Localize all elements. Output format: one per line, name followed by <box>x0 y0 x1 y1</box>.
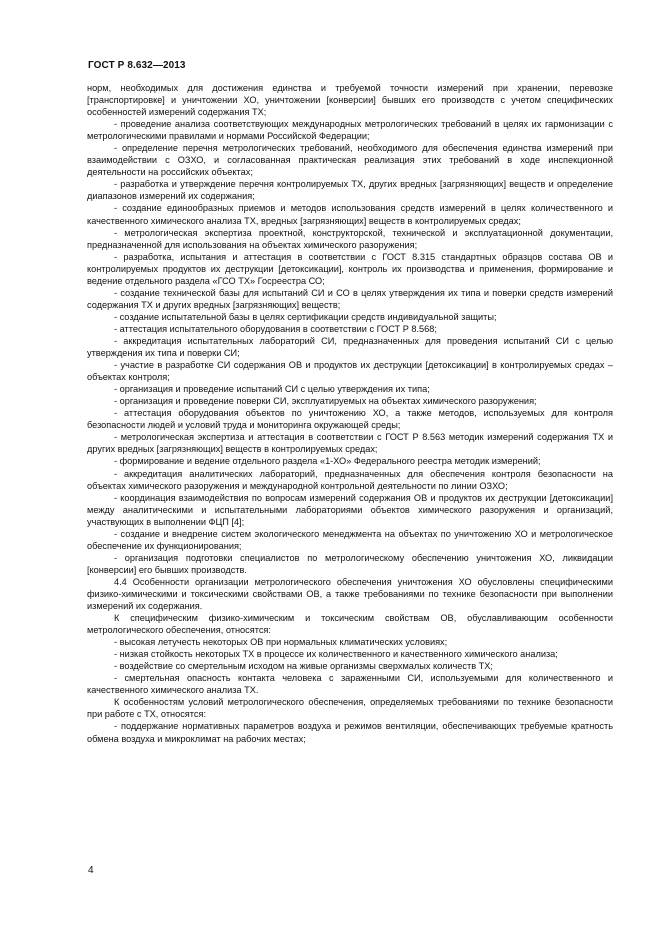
list-item: - создание технической базы для испытаний СИ и СО в целях утверждения их типа и поверки средств измерений содержания ТХ и других вредных [загрязняющих] веществ; <box>87 287 613 310</box>
section-paragraph: 4.4 Особенности организации метрологического обеспечения уничтожения ХО обусловлены специфическими физико-химическими и токсическими свойствами ОВ, а также требованиями по технике безопасности при выполнении измерений их содержания. <box>87 576 613 612</box>
list-item: - смертельная опасность контакта человека с зараженными СИ, используемыми для количественного и качественного химического анализа ТХ. <box>87 673 613 696</box>
list-item: - проведение анализа соответствующих международных метрологических требований в целях их гармонизации с метрологическими правилами и нормами Российской Федерации; <box>87 119 613 142</box>
list-item: - воздействие со смертельным исходом на живые организмы сверхмалых количеств ТХ; <box>114 661 493 672</box>
list-item: - создание единообразных приемов и методов использования средств измерений в целях количественного и качественного химического анализа ТХ, вредных [загрязняющих] веществ в контролируемых средах; <box>87 203 613 226</box>
paragraph: К особенностям условий метрологического обеспечения, определяемых требованиями по технике безопасности при работе с ТХ, относятся: <box>87 697 613 720</box>
list-item: - метрологическая экспертиза проектной, конструкторской, технической и эксплуатационной документации, предназначенной для использования на объектах химического разоружения; <box>87 227 613 250</box>
list-item: - аккредитация испытательных лабораторий СИ, предназначенных для проведения испытаний СИ с целью утверждения их типа и поверки СИ; <box>87 335 613 359</box>
list-item: - определение перечня метрологических требований, необходимого для обеспечения единства измерений при взаимодействии с ОЗХО, и согласованная практическая реализация этих требований в ходе инспекционной деятельности на российских объектах; <box>87 143 613 178</box>
list-item: - формирование и ведение отдельного раздела «1-ХО» Федерального реестра методик измерений; <box>114 456 541 467</box>
list-item: - создание и внедрение систем экологического менеджмента на объектах по уничтожению ХО и метрологическое обеспечение их функционирования; <box>87 528 613 551</box>
list-item: - поддержание нормативных параметров воздуха и режимов вентиляции, обеспечивающих требуемые кратность обмена воздуха и микроклимат на рабочих местах; <box>87 721 613 744</box>
list-item: - разработка и утверждение перечня контролируемых ТХ, других вредных [загрязняющих] веществ и определение диапазонов измерений их содержания; <box>87 179 613 202</box>
list-item: - аккредитация аналитических лабораторий, предназначенных для обеспечения контроля безопасности на объектах химического разоружения и международной контрольной деятельности по линии ОЗХО; <box>87 468 613 491</box>
paragraph: норм, необходимых для достижения единства и требуемой точности измерений при хранении, перевозке [транспортировке] и уничтожении ХО, уничтожении [конверсии] бывших его производств с учетом специфических особенностей измерений содержания ТХ; <box>87 83 613 118</box>
list-item: - создание испытательной базы в целях сертификации средств индивидуальной защиты; <box>114 311 497 322</box>
list-item: - участие в разработке СИ содержания ОВ и продуктов их деструкции [детоксикации] в контролируемых средах – объектах контроля; <box>87 360 613 383</box>
standard-designation: ГОСТ Р 8.632—2013 <box>88 60 186 71</box>
list-item: - координация взаимодействия по вопросам измерений содержания ОВ и продуктов их деструкции [детоксикации] между аналитическими и испытательными лабораториями объектов химического разоружения и организаций, участвующих в выполнении ФЦП [4]; <box>87 492 613 527</box>
list-item: - организация и проведение поверки СИ, эксплуатируемых на объектах химического разоружения; <box>114 396 537 407</box>
list-item: - низкая стойкость некоторых ТХ в процессе их количественного и качественного химического анализа; <box>114 649 558 660</box>
body-text <box>87 82 613 745</box>
list-item: - организация подготовки специалистов по метрологическому обеспечению уничтожения ХО, ликвидации [конверсии] его бывших производств. <box>87 552 613 575</box>
list-item: - разработка, испытания и аттестация в соответствии с ГОСТ 8.315 стандартных образцов состава ОВ и контролируемых продуктов их деструкции [детоксикации], контроль их производства и применения, формирование и ведение отдельного раздела «ГСО ТХ» Госреестра СО; <box>87 251 613 286</box>
paragraph: К специфическим физико-химическим и токсическим свойствам ОВ, обуславливающим особенности метрологического обеспечения, относятся: <box>87 613 613 636</box>
list-item: - аттестация испытательного оборудования в соответствии с ГОСТ Р 8.568; <box>114 323 437 334</box>
list-item: - метрологическая экспертиза и аттестация в соответствии с ГОСТ Р 8.563 методик измерений содержания ТХ и других вредных [загрязняющих] веществ в контролируемых средах; <box>87 432 613 455</box>
list-item: - аттестация оборудования объектов по уничтожению ХО, а также методов, используемых для контроля безопасности людей и условий труда и мониторинга окружающей среды; <box>87 408 613 431</box>
page-number: 4 <box>88 865 94 876</box>
list-item: - организация и проведение испытаний СИ с целью утверждения их типа; <box>114 384 430 395</box>
list-item: - высокая летучесть некоторых ОВ при нормальных климатических условиях; <box>114 637 448 648</box>
